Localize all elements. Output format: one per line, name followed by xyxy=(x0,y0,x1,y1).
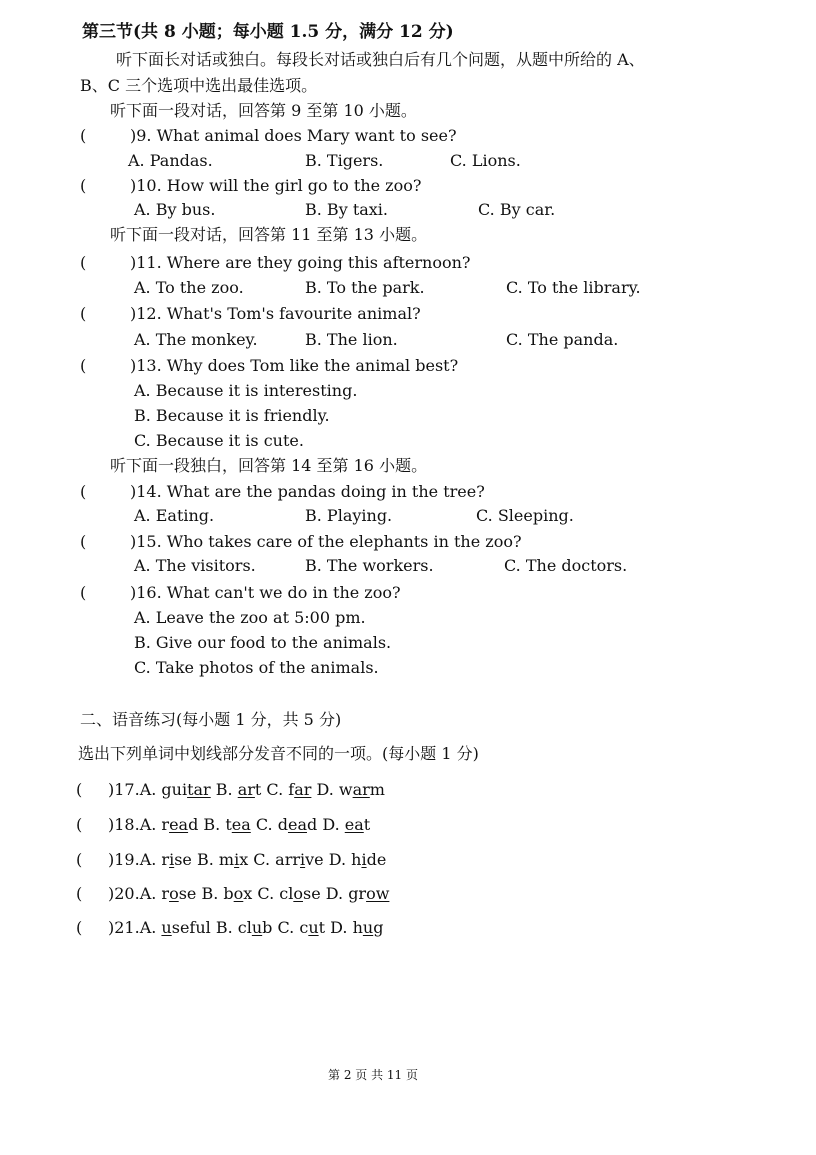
option-c: C. d xyxy=(250,815,288,834)
question-stem: )15. Who takes care of the elephants in the zoo? xyxy=(130,532,522,551)
option-a: A. r xyxy=(139,815,170,834)
answer-paren: ( xyxy=(80,253,87,272)
answer-paren: ( xyxy=(80,583,87,602)
answer-paren: ( xyxy=(80,482,87,501)
option-a: A. r xyxy=(139,850,170,869)
option-a: A. Eating. xyxy=(134,506,215,525)
option-d: D. xyxy=(317,815,345,834)
question-number: )20. xyxy=(108,884,140,903)
question-number: )19. xyxy=(108,850,140,869)
question-stem: )13. Why does Tom like the animal best? xyxy=(130,356,459,375)
option-c: C. The panda. xyxy=(506,330,619,349)
word-rest: x xyxy=(239,850,249,869)
phonics-question-19 xyxy=(108,850,386,870)
option-c: C. Because it is cute. xyxy=(134,431,304,450)
option-a: A. The monkey. xyxy=(134,330,258,349)
option-d: D. gr xyxy=(320,884,367,903)
option-c: C. Sleeping. xyxy=(476,506,574,525)
underlined-part: ar xyxy=(237,780,255,799)
option-c: C. cl xyxy=(252,884,294,903)
phonics-question-21 xyxy=(108,918,383,938)
option-a: A. The visitors. xyxy=(134,556,256,575)
question-number: )17. xyxy=(108,780,140,799)
option-a: A. Pandas. xyxy=(128,151,213,170)
page-number: 第 2 页 共 11 页 xyxy=(328,1068,418,1082)
word-rest: t xyxy=(254,780,262,799)
subsection-instruction: 听下面一段对话，回答第 9 至第 10 小题。 xyxy=(110,101,417,120)
option-b: B. xyxy=(210,780,238,799)
word-rest: se xyxy=(178,884,197,903)
underlined-part: i xyxy=(169,850,175,869)
word-rest: ve xyxy=(305,850,324,869)
question-stem: )14. What are the pandas doing in the tree? xyxy=(130,482,485,501)
answer-paren: ( xyxy=(76,884,83,903)
option-c: C. The doctors. xyxy=(504,556,628,575)
option-c: C. Lions. xyxy=(450,151,521,170)
option-a: A. Because it is interesting. xyxy=(134,381,358,400)
underlined-part: ea xyxy=(287,815,307,834)
word-rest: de xyxy=(366,850,387,869)
option-d: D. w xyxy=(311,780,353,799)
underlined-part: ea xyxy=(169,815,189,834)
underlined-part: o xyxy=(233,884,244,903)
word-rest: m xyxy=(369,780,385,799)
word-rest: b xyxy=(262,918,273,937)
word-rest: se xyxy=(302,884,321,903)
answer-paren: ( xyxy=(76,850,83,869)
subsection-instruction: 听下面一段独白，回答第 14 至第 16 小题。 xyxy=(110,456,428,475)
question-stem: )12. What's Tom's favourite animal? xyxy=(130,304,421,323)
answer-paren: ( xyxy=(80,126,87,145)
option-b: B. Playing. xyxy=(305,506,393,525)
underlined-part: ow xyxy=(366,884,390,903)
answer-paren: ( xyxy=(80,356,87,375)
underlined-part: i xyxy=(361,850,367,869)
word-rest: d xyxy=(188,815,199,834)
answer-paren: ( xyxy=(76,918,83,937)
underlined-part: ar xyxy=(294,780,312,799)
option-b: B. To the park. xyxy=(305,278,425,297)
option-c: C. To the library. xyxy=(506,278,641,297)
option-b: B. m xyxy=(191,850,235,869)
option-d: D. h xyxy=(325,918,363,937)
question-stem: )10. How will the girl go to the zoo? xyxy=(130,176,422,195)
option-c: C. c xyxy=(272,918,309,937)
option-a: A. r xyxy=(139,884,170,903)
underlined-part: u xyxy=(308,918,319,937)
option-c: C. arr xyxy=(248,850,300,869)
part-heading: 二、语音练习(每小题 1 分，共 5 分) xyxy=(80,710,342,729)
word-rest: t xyxy=(318,918,326,937)
option-b: B. Because it is friendly. xyxy=(134,406,330,425)
option-c: C. By car. xyxy=(478,200,556,219)
subsection-instruction: 听下面一段对话，回答第 11 至第 13 小题。 xyxy=(110,225,428,244)
answer-paren: ( xyxy=(80,304,87,323)
word-rest: seful xyxy=(171,918,211,937)
option-c: C. f xyxy=(261,780,295,799)
instruction-line-1: 听下面长对话或独白。每段长对话或独白后有几个问题，从题中所给的 A、 xyxy=(116,50,645,69)
option-a: A. To the zoo. xyxy=(134,278,244,297)
word-rest: t xyxy=(363,815,371,834)
word-rest: x xyxy=(243,884,253,903)
word-rest: d xyxy=(306,815,318,834)
option-a: A. xyxy=(139,918,162,937)
option-b: B. The lion. xyxy=(305,330,398,349)
underlined-part: u xyxy=(161,918,172,937)
instruction-line-2: B、C 三个选项中选出最佳选项。 xyxy=(80,76,318,95)
underlined-part: ea xyxy=(231,815,251,834)
phonics-question-17 xyxy=(108,780,385,800)
part-instruction: 选出下列单词中划线部分发音不同的一项。(每小题 1 分) xyxy=(78,744,479,763)
option-b: B. Give our food to the animals. xyxy=(134,633,392,652)
option-b: B. The workers. xyxy=(305,556,434,575)
option-d: D. h xyxy=(323,850,362,869)
underlined-part: o xyxy=(293,884,303,903)
section-heading: 第三节(共 8 小题；每小题 1.5 分，满分 12 分) xyxy=(82,22,454,42)
word-rest: se xyxy=(174,850,192,869)
phonics-question-20 xyxy=(108,884,389,904)
answer-paren: ( xyxy=(80,532,87,551)
answer-paren: ( xyxy=(80,176,87,195)
question-number: )21. xyxy=(108,918,140,937)
underlined-part: u xyxy=(251,918,263,937)
option-b: B. cl xyxy=(210,918,252,937)
underlined-part: o xyxy=(169,884,179,903)
underlined-part: ar xyxy=(352,780,370,799)
underlined-part: i xyxy=(234,850,240,869)
underlined-part: u xyxy=(362,918,374,937)
underlined-part: i xyxy=(299,850,306,869)
word-rest: g xyxy=(373,918,384,937)
option-b: B. b xyxy=(196,884,234,903)
question-stem: )16. What can't we do in the zoo? xyxy=(130,583,401,602)
question-number: )18. xyxy=(108,815,140,834)
answer-paren: ( xyxy=(76,780,83,799)
question-stem: )9. What animal does Mary want to see? xyxy=(130,126,457,145)
option-a: A. Leave the zoo at 5:00 pm. xyxy=(134,608,366,627)
option-b: B. Tigers. xyxy=(305,151,384,170)
phonics-question-18 xyxy=(108,815,370,835)
option-b: B. By taxi. xyxy=(305,200,389,219)
option-a: A. By bus. xyxy=(134,200,216,219)
underlined-part: ea xyxy=(344,815,364,834)
question-stem: )11. Where are they going this afternoon? xyxy=(130,253,471,272)
option-b: B. t xyxy=(198,815,232,834)
option-a: A. gui xyxy=(139,780,188,799)
option-c: C. Take photos of the animals. xyxy=(134,658,379,677)
answer-paren: ( xyxy=(76,815,83,834)
underlined-part: tar xyxy=(187,780,211,799)
